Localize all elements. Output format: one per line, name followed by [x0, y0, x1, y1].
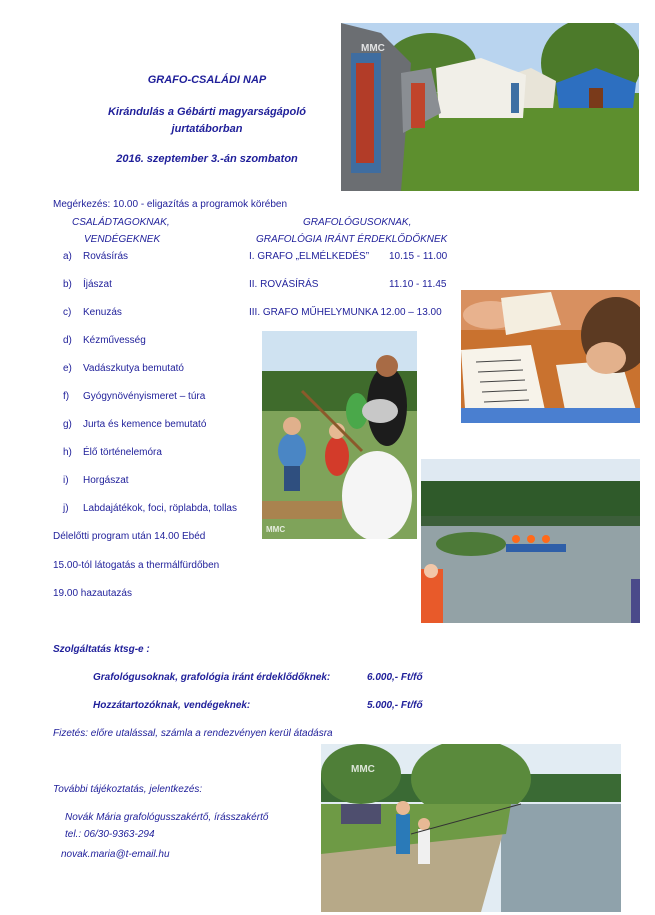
schedule-bath: 15.00-tól látogatás a thermálfürdőben — [53, 560, 220, 571]
watermark: MMC — [266, 525, 286, 534]
family-item-text: Gyógynövényismeret – túra — [83, 391, 206, 402]
fees-title: Szolgáltatás ktsg-e : — [53, 644, 150, 655]
family-item-letter: b) — [63, 279, 72, 290]
family-item-letter: e) — [63, 363, 72, 374]
yurt-camp-photo — [341, 23, 639, 191]
event-subtitle-line2: jurtatáborban — [171, 123, 243, 135]
grafo-item-time: 10.15 - 11.00 — [389, 251, 448, 262]
grafo-column-title-2: GRAFOLÓGIA IRÁNT ÉRDEKLŐDŐKNEK — [256, 234, 448, 245]
family-item-text: Vadászkutya bemutató — [83, 363, 184, 374]
family-item-text: Élő történelemóra — [83, 447, 162, 458]
family-item-text: Horgászat — [83, 475, 129, 486]
grafo-item-time: 11.10 - 11.45 — [389, 279, 447, 290]
fee-label: Hozzátartozóknak, vendégeknek: — [93, 700, 251, 711]
family-item-text: Jurta és kemence bemutató — [83, 419, 207, 430]
watermark: MMC — [361, 43, 385, 54]
grafo-item-text: II. ROVÁSÍRÁS — [249, 279, 319, 290]
family-item-text: Rovásírás — [83, 251, 129, 262]
canoe-lake-photo — [421, 459, 640, 623]
family-item-text: Íjászat — [83, 279, 112, 290]
fee-price: 6.000,- Ft/fő — [367, 672, 423, 683]
family-column-title-2: VENDÉGEKNEK — [84, 234, 161, 245]
contact-intro: További tájékoztatás, jelentkezés: — [53, 784, 203, 795]
event-title: GRAFO-CSALÁDI NAP — [147, 74, 267, 86]
family-item-letter: a) — [63, 251, 72, 262]
family-item-text: Labdajátékok, foci, röplabda, tollas — [83, 503, 237, 514]
family-item-letter: j) — [63, 503, 69, 514]
arrival-info: Megérkezés: 10.00 - eligazítás a programok körében — [53, 199, 288, 210]
grafo-item-text: I. GRAFO „ELMÉLKEDÉS” — [249, 251, 370, 262]
family-item-text: Kézművesség — [83, 335, 146, 346]
fee-price: 5.000,- Ft/fő — [367, 700, 423, 711]
event-date: 2016. szeptember 3.-án szombaton — [116, 153, 298, 165]
family-item-text: Kenuzás — [83, 307, 122, 318]
event-subtitle-line1: Kirándulás a Gébárti magyarságápoló — [107, 106, 307, 118]
fishing-photo — [321, 744, 621, 912]
schedule-lunch: Délelőtti program után 14.00 Ebéd — [53, 531, 206, 542]
family-item-letter: f) — [63, 391, 70, 402]
grafo-item-text: III. GRAFO MŰHELYMUNKA 12.00 – 13.00 — [249, 307, 442, 318]
contact-phone: tel.: 06/30-9363-294 — [65, 829, 155, 840]
family-item-letter: c) — [63, 307, 72, 318]
watermark: MMC — [351, 764, 375, 775]
archery-photo — [262, 331, 417, 539]
contact-name: Novák Mária grafológusszakértő, írásszakértő — [65, 812, 269, 823]
contact-email[interactable]: novak.maria@t-email.hu — [61, 849, 170, 860]
family-item-letter: g) — [63, 419, 72, 430]
schedule-departure: 19.00 hazautazás — [53, 588, 132, 599]
payment-info: Fizetés: előre utalással, számla a rendezvényen kerül átadásra — [53, 728, 333, 739]
writing-workshop-photo — [461, 290, 640, 423]
grafo-column-title-1: GRAFOLÓGUSOKNAK, — [303, 217, 412, 228]
fee-label: Grafológusoknak, grafológia iránt érdeklődőknek: — [93, 672, 331, 683]
family-column-title-1: CSALÁDTAGOKNAK, — [72, 217, 170, 228]
family-item-letter: i) — [63, 475, 69, 486]
family-item-letter: h) — [63, 447, 72, 458]
family-item-letter: d) — [63, 335, 72, 346]
